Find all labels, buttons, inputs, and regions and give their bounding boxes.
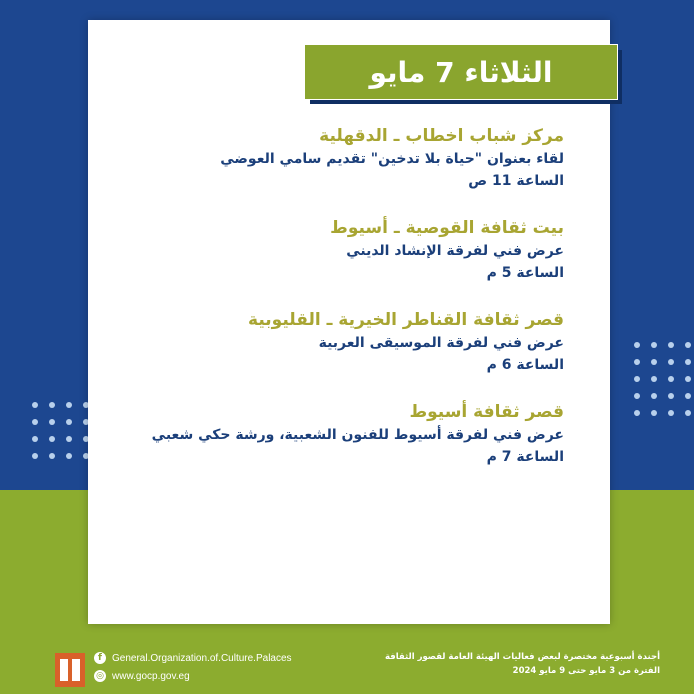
event-description: عرض فني لفرقة الإنشاد الديني bbox=[346, 243, 564, 259]
facebook-text: General.Organization.of.Culture.Palaces bbox=[112, 652, 292, 664]
footer-note bbox=[385, 650, 660, 678]
event-time: الساعة 7 م bbox=[486, 449, 564, 465]
event-time: الساعة 6 م bbox=[486, 357, 564, 373]
event-venue: قصر ثقافة أسيوط bbox=[409, 402, 564, 422]
day-title-banner bbox=[304, 44, 618, 100]
event-item bbox=[120, 124, 564, 192]
day-title: الثلاثاء 7 مايو bbox=[369, 55, 553, 89]
facebook-link[interactable] bbox=[94, 652, 292, 664]
event-description: عرض فني لفرقة أسيوط للفنون الشعبية، ورشة حكي شعبي bbox=[151, 427, 564, 443]
footer-note-line2: الفترة من 3 مايو حتى 9 مايو 2024 bbox=[512, 666, 660, 676]
event-venue: قصر ثقافة القناطر الخيرية ـ القليوبية bbox=[248, 310, 564, 330]
event-time: الساعة 5 م bbox=[486, 265, 564, 281]
event-item bbox=[120, 400, 564, 468]
gocp-logo bbox=[55, 653, 85, 687]
facebook-icon: f bbox=[94, 652, 106, 664]
website-link[interactable] bbox=[94, 670, 190, 682]
decor-dots-left bbox=[32, 402, 89, 459]
event-description: لقاء بعنوان "حياة بلا تدخين" تقديم سامي العوضي bbox=[220, 151, 564, 167]
events-list bbox=[120, 124, 564, 492]
footer-note-line1: أجندة أسبوعية مختصرة لبعض فعاليات الهيئة العامة لقصور الثقافة bbox=[385, 652, 660, 662]
globe-icon: ◎ bbox=[94, 670, 106, 682]
event-venue: مركز شباب اخطاب ـ الدقهلية bbox=[319, 126, 564, 146]
website-text: www.gocp.gov.eg bbox=[112, 670, 190, 682]
decor-dots-right bbox=[634, 342, 691, 416]
event-item bbox=[120, 308, 564, 376]
event-venue: بيت ثقافة القوصية ـ أسيوط bbox=[330, 218, 564, 238]
event-time: الساعة 11 ص bbox=[468, 173, 564, 189]
event-description: عرض فني لفرقة الموسيقى العربية bbox=[318, 335, 564, 351]
event-item bbox=[120, 216, 564, 284]
